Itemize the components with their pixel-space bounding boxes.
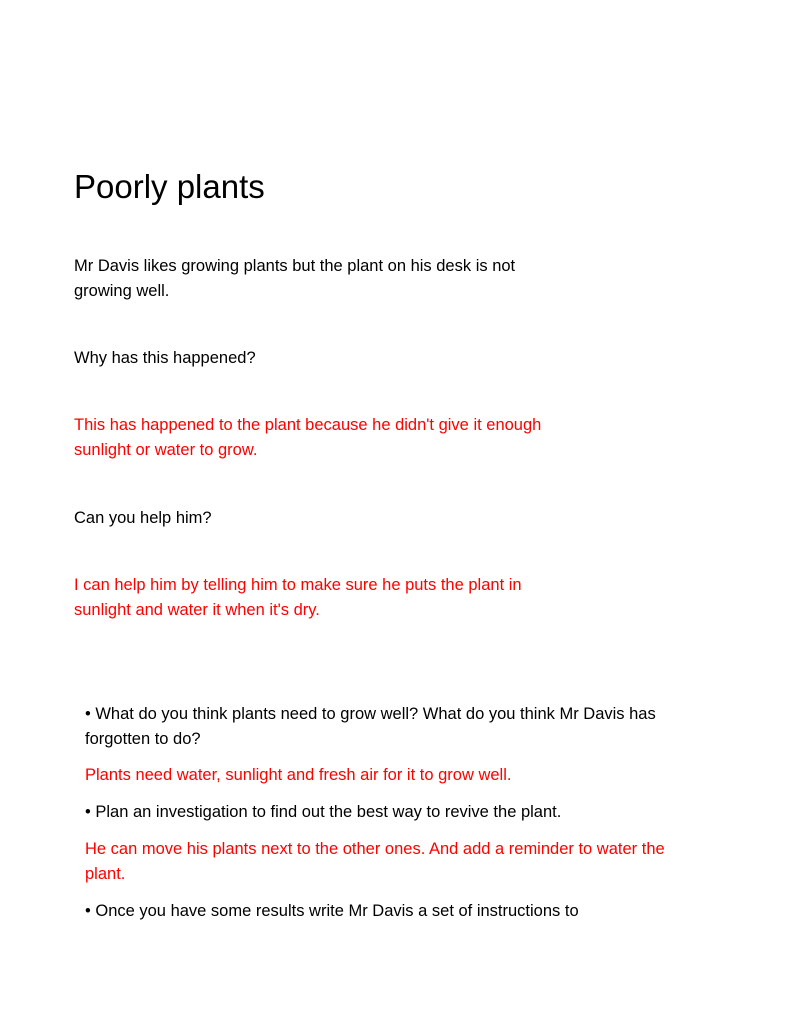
page-title: Poorly plants [74, 168, 265, 205]
answer-help: I can help him by telling him to make sure he puts the plant in sunlight and water it when it's dry. [74, 576, 522, 619]
intro-text: Mr Davis likes growing plants but the plant on his desk is not growing well. [74, 257, 516, 300]
question-help: Can you help him? [74, 509, 212, 527]
question-why: Why has this happened? [74, 349, 256, 367]
task-answer-investigation: He can move his plants next to the other ones. And add a reminder to water the plant. [85, 840, 665, 883]
task-prompt-needs: • What do you think plants need to grow well? What do you think Mr Davis has forgotten to do? [85, 705, 656, 748]
task-prompt-instructions: • Once you have some results write Mr Davis a set of instructions to [85, 902, 579, 920]
task-answer-needs: Plants need water, sunlight and fresh air for it to grow well. [85, 766, 512, 784]
task-prompt-investigation: • Plan an investigation to find out the best way to revive the plant. [85, 803, 562, 821]
answer-why: This has happened to the plant because he didn't give it enough sunlight or water to grow. [74, 416, 542, 459]
